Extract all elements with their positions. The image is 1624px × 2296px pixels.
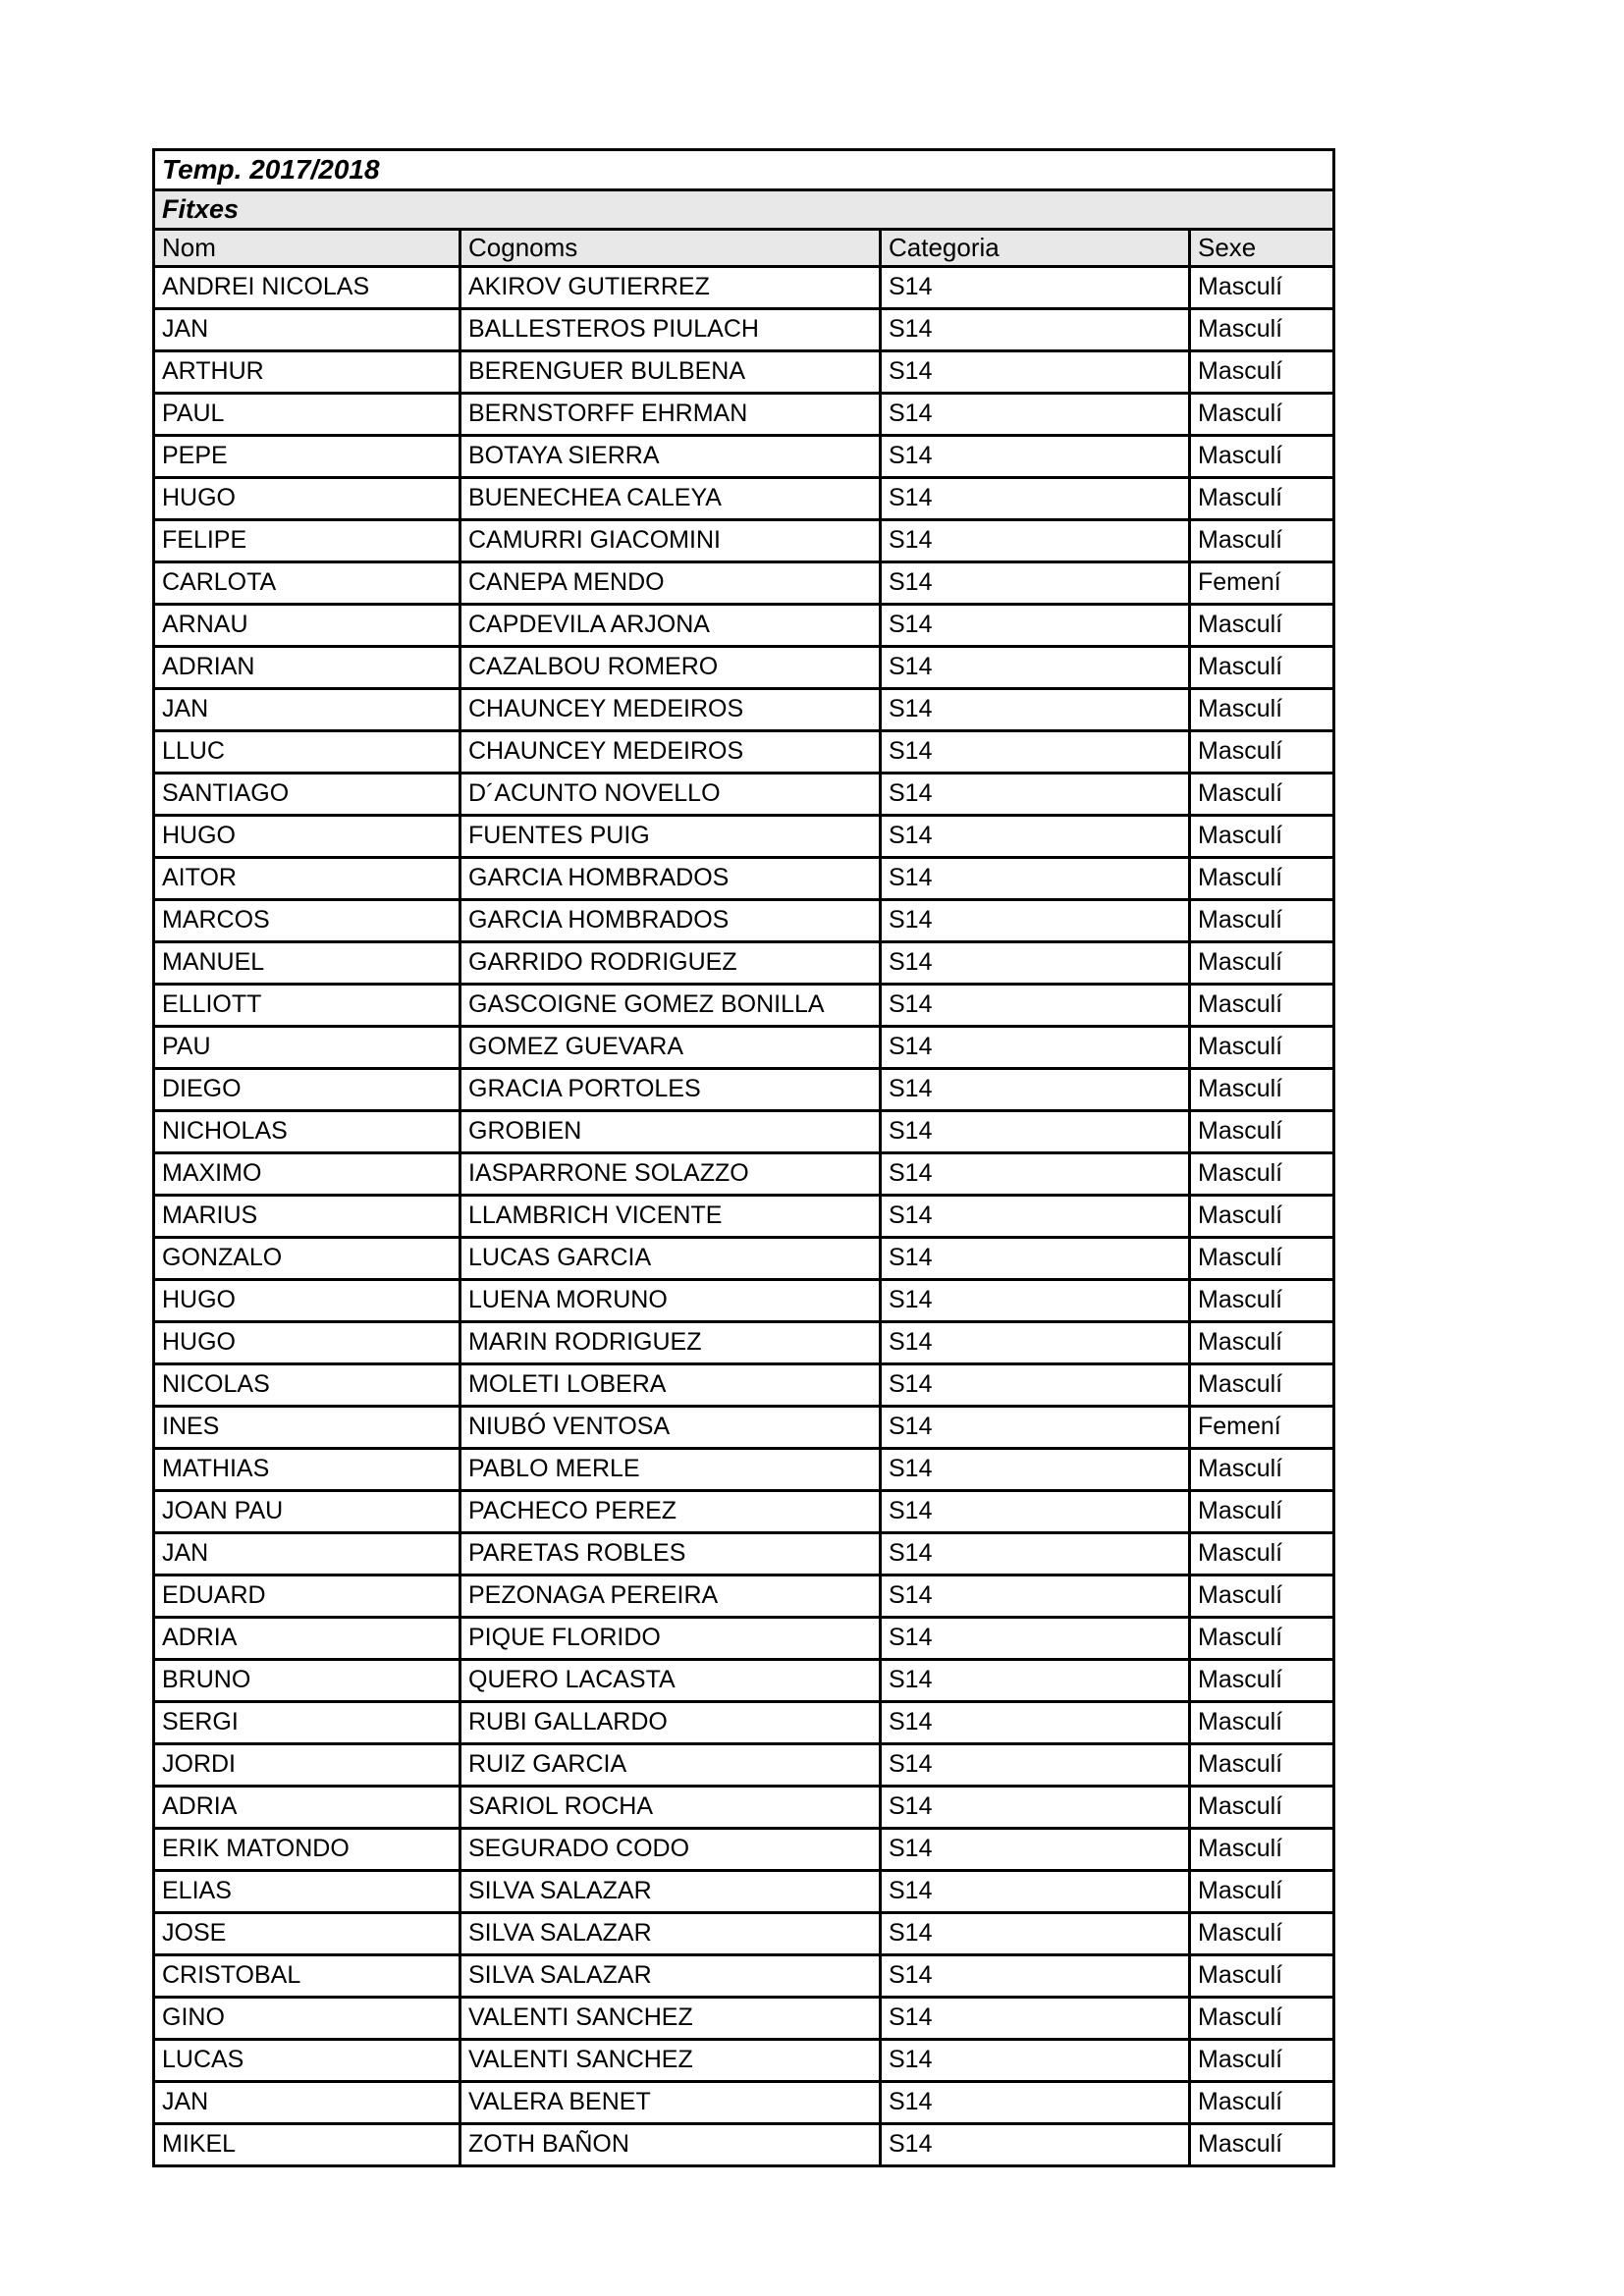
cell-sexe: Masculí [1190, 309, 1334, 351]
cell-nom: HUGO [154, 1322, 460, 1364]
table-row [154, 1871, 1334, 1913]
table-row [154, 1575, 1334, 1618]
cell-categoria: S14 [881, 436, 1190, 478]
cell-nom: ARNAU [154, 605, 460, 647]
cell-cognoms: LUENA MORUNO [460, 1280, 881, 1322]
cell-categoria: S14 [881, 1998, 1190, 2040]
cell-cognoms: FUENTES PUIG [460, 816, 881, 858]
cell-categoria: S14 [881, 816, 1190, 858]
cell-nom: HUGO [154, 478, 460, 520]
cell-categoria: S14 [881, 351, 1190, 394]
cell-sexe: Femení [1190, 562, 1334, 605]
cell-sexe: Masculí [1190, 1364, 1334, 1407]
cell-nom: GONZALO [154, 1238, 460, 1280]
cell-cognoms: D´ACUNTO NOVELLO [460, 774, 881, 816]
cell-cognoms: GASCOIGNE GOMEZ BONILLA [460, 985, 881, 1027]
cell-categoria: S14 [881, 1491, 1190, 1533]
table-row [154, 1660, 1334, 1702]
cell-cognoms: VALERA BENET [460, 2082, 881, 2124]
cell-sexe: Masculí [1190, 1829, 1334, 1871]
cell-categoria: S14 [881, 605, 1190, 647]
cell-categoria: S14 [881, 985, 1190, 1027]
cell-nom: ADRIA [154, 1618, 460, 1660]
cell-sexe: Masculí [1190, 1027, 1334, 1069]
cell-sexe: Masculí [1190, 816, 1334, 858]
cell-cognoms: PARETAS ROBLES [460, 1533, 881, 1575]
cell-categoria: S14 [881, 2124, 1190, 2166]
cell-categoria: S14 [881, 267, 1190, 309]
cell-nom: SANTIAGO [154, 774, 460, 816]
cell-nom: GINO [154, 1998, 460, 2040]
table-row [154, 309, 1334, 351]
cell-sexe: Masculí [1190, 520, 1334, 562]
cell-sexe: Masculí [1190, 985, 1334, 1027]
cell-sexe: Masculí [1190, 1575, 1334, 1618]
cell-cognoms: PEZONAGA PEREIRA [460, 1575, 881, 1618]
table-row [154, 1449, 1334, 1491]
cell-nom: JAN [154, 2082, 460, 2124]
table-row [154, 900, 1334, 942]
cell-nom: NICHOLAS [154, 1111, 460, 1153]
sheet-subtitle: Fitxes [154, 190, 1334, 230]
cell-cognoms: SILVA SALAZAR [460, 1913, 881, 1955]
cell-sexe: Masculí [1190, 774, 1334, 816]
cell-categoria: S14 [881, 1660, 1190, 1702]
table-row [154, 605, 1334, 647]
cell-sexe: Masculí [1190, 2040, 1334, 2082]
cell-cognoms: GARRIDO RODRIGUEZ [460, 942, 881, 985]
cell-nom: EDUARD [154, 1575, 460, 1618]
cell-categoria: S14 [881, 1618, 1190, 1660]
table-row [154, 1280, 1334, 1322]
table-row [154, 1196, 1334, 1238]
cell-categoria: S14 [881, 1280, 1190, 1322]
table-row [154, 1955, 1334, 1998]
fitxes-table [152, 148, 1335, 2167]
cell-cognoms: CHAUNCEY MEDEIROS [460, 689, 881, 731]
table-row [154, 436, 1334, 478]
cell-cognoms: BALLESTEROS PIULACH [460, 309, 881, 351]
cell-categoria: S14 [881, 2040, 1190, 2082]
cell-cognoms: CHAUNCEY MEDEIROS [460, 731, 881, 774]
cell-nom: AITOR [154, 858, 460, 900]
cell-categoria: S14 [881, 1744, 1190, 1787]
table-row [154, 1364, 1334, 1407]
table-row [154, 1407, 1334, 1449]
cell-sexe: Masculí [1190, 1111, 1334, 1153]
table-row [154, 1533, 1334, 1575]
cell-categoria: S14 [881, 1322, 1190, 1364]
cell-sexe: Masculí [1190, 1196, 1334, 1238]
table-head [154, 150, 1334, 267]
cell-cognoms: RUIZ GARCIA [460, 1744, 881, 1787]
cell-cognoms: CANEPA MENDO [460, 562, 881, 605]
cell-sexe: Masculí [1190, 2082, 1334, 2124]
cell-nom: ELIAS [154, 1871, 460, 1913]
cell-cognoms: BUENECHEA CALEYA [460, 478, 881, 520]
table-row [154, 1744, 1334, 1787]
cell-nom: JORDI [154, 1744, 460, 1787]
cell-nom: CRISTOBAL [154, 1955, 460, 1998]
cell-nom: JOSE [154, 1913, 460, 1955]
cell-sexe: Masculí [1190, 858, 1334, 900]
column-header-sexe: Sexe [1190, 230, 1334, 267]
cell-categoria: S14 [881, 1913, 1190, 1955]
table-row [154, 1238, 1334, 1280]
cell-nom: MAXIMO [154, 1153, 460, 1196]
cell-categoria: S14 [881, 731, 1190, 774]
cell-cognoms: SILVA SALAZAR [460, 1871, 881, 1913]
cell-categoria: S14 [881, 1575, 1190, 1618]
cell-sexe: Masculí [1190, 1702, 1334, 1744]
cell-cognoms: QUERO LACASTA [460, 1660, 881, 1702]
cell-categoria: S14 [881, 562, 1190, 605]
cell-cognoms: AKIROV GUTIERREZ [460, 267, 881, 309]
cell-nom: DIEGO [154, 1069, 460, 1111]
cell-sexe: Masculí [1190, 731, 1334, 774]
cell-nom: HUGO [154, 1280, 460, 1322]
season-title: Temp. 2017/2018 [154, 150, 1334, 190]
cell-sexe: Masculí [1190, 351, 1334, 394]
table-row [154, 394, 1334, 436]
cell-cognoms: CAMURRI GIACOMINI [460, 520, 881, 562]
cell-sexe: Masculí [1190, 647, 1334, 689]
table-row [154, 267, 1334, 309]
cell-nom: MATHIAS [154, 1449, 460, 1491]
table-row [154, 1702, 1334, 1744]
cell-sexe: Masculí [1190, 1322, 1334, 1364]
cell-nom: PEPE [154, 436, 460, 478]
cell-sexe: Masculí [1190, 1913, 1334, 1955]
cell-cognoms: NIUBÓ VENTOSA [460, 1407, 881, 1449]
table-row [154, 1618, 1334, 1660]
cell-categoria: S14 [881, 1069, 1190, 1111]
table-row [154, 520, 1334, 562]
cell-sexe: Masculí [1190, 1491, 1334, 1533]
cell-nom: ANDREI NICOLAS [154, 267, 460, 309]
cell-nom: ERIK MATONDO [154, 1829, 460, 1871]
cell-categoria: S14 [881, 1955, 1190, 1998]
cell-cognoms: SILVA SALAZAR [460, 1955, 881, 1998]
cell-sexe: Masculí [1190, 1955, 1334, 1998]
table-row [154, 731, 1334, 774]
cell-categoria: S14 [881, 942, 1190, 985]
cell-categoria: S14 [881, 478, 1190, 520]
cell-nom: ELLIOTT [154, 985, 460, 1027]
cell-cognoms: GARCIA HOMBRADOS [460, 900, 881, 942]
cell-cognoms: IASPARRONE SOLAZZO [460, 1153, 881, 1196]
cell-categoria: S14 [881, 2082, 1190, 2124]
cell-cognoms: BOTAYA SIERRA [460, 436, 881, 478]
cell-nom: NICOLAS [154, 1364, 460, 1407]
column-header-cognoms: Cognoms [460, 230, 881, 267]
cell-categoria: S14 [881, 1702, 1190, 1744]
cell-categoria: S14 [881, 309, 1190, 351]
cell-nom: MARCOS [154, 900, 460, 942]
cell-sexe: Masculí [1190, 1660, 1334, 1702]
cell-cognoms: SEGURADO CODO [460, 1829, 881, 1871]
cell-categoria: S14 [881, 1153, 1190, 1196]
cell-categoria: S14 [881, 647, 1190, 689]
table-row [154, 816, 1334, 858]
cell-nom: ARTHUR [154, 351, 460, 394]
cell-categoria: S14 [881, 520, 1190, 562]
table-row [154, 942, 1334, 985]
cell-categoria: S14 [881, 1196, 1190, 1238]
table-row [154, 2124, 1334, 2166]
table-row [154, 858, 1334, 900]
cell-sexe: Masculí [1190, 942, 1334, 985]
cell-sexe: Masculí [1190, 436, 1334, 478]
cell-categoria: S14 [881, 1449, 1190, 1491]
cell-nom: MARIUS [154, 1196, 460, 1238]
table-row [154, 1322, 1334, 1364]
cell-nom: LUCAS [154, 2040, 460, 2082]
cell-cognoms: VALENTI SANCHEZ [460, 1998, 881, 2040]
cell-nom: CARLOTA [154, 562, 460, 605]
table-body [154, 267, 1334, 2166]
table-row [154, 478, 1334, 520]
cell-cognoms: VALENTI SANCHEZ [460, 2040, 881, 2082]
cell-categoria: S14 [881, 1533, 1190, 1575]
cell-sexe: Masculí [1190, 267, 1334, 309]
cell-nom: PAUL [154, 394, 460, 436]
table-row [154, 1027, 1334, 1069]
cell-nom: FELIPE [154, 520, 460, 562]
table-row [154, 2082, 1334, 2124]
cell-sexe: Masculí [1190, 1238, 1334, 1280]
column-header-categoria: Categoria [881, 230, 1190, 267]
cell-categoria: S14 [881, 900, 1190, 942]
cell-categoria: S14 [881, 1364, 1190, 1407]
table-row [154, 1069, 1334, 1111]
table-subtitle-row [154, 190, 1334, 230]
cell-cognoms: ZOTH BAÑON [460, 2124, 881, 2166]
table-row [154, 1491, 1334, 1533]
cell-nom: HUGO [154, 816, 460, 858]
cell-cognoms: MARIN RODRIGUEZ [460, 1322, 881, 1364]
cell-nom: ADRIAN [154, 647, 460, 689]
cell-nom: JOAN PAU [154, 1491, 460, 1533]
table-row [154, 689, 1334, 731]
cell-sexe: Masculí [1190, 605, 1334, 647]
cell-nom: SERGI [154, 1702, 460, 1744]
cell-nom: BRUNO [154, 1660, 460, 1702]
cell-cognoms: RUBI GALLARDO [460, 1702, 881, 1744]
cell-nom: MANUEL [154, 942, 460, 985]
cell-cognoms: PIQUE FLORIDO [460, 1618, 881, 1660]
cell-cognoms: PABLO MERLE [460, 1449, 881, 1491]
table-row [154, 1153, 1334, 1196]
table-row [154, 1111, 1334, 1153]
table-title-row [154, 150, 1334, 190]
cell-cognoms: BERENGUER BULBENA [460, 351, 881, 394]
cell-cognoms: BERNSTORFF EHRMAN [460, 394, 881, 436]
cell-sexe: Masculí [1190, 1618, 1334, 1660]
cell-sexe: Masculí [1190, 1069, 1334, 1111]
cell-sexe: Masculí [1190, 2124, 1334, 2166]
cell-categoria: S14 [881, 1787, 1190, 1829]
cell-cognoms: LUCAS GARCIA [460, 1238, 881, 1280]
table-row [154, 1787, 1334, 1829]
cell-categoria: S14 [881, 1238, 1190, 1280]
cell-cognoms: MOLETI LOBERA [460, 1364, 881, 1407]
cell-sexe: Masculí [1190, 1280, 1334, 1322]
cell-sexe: Masculí [1190, 689, 1334, 731]
cell-sexe: Masculí [1190, 478, 1334, 520]
column-header-nom: Nom [154, 230, 460, 267]
cell-sexe: Masculí [1190, 1533, 1334, 1575]
cell-sexe: Masculí [1190, 1449, 1334, 1491]
cell-sexe: Masculí [1190, 1744, 1334, 1787]
table-row [154, 985, 1334, 1027]
cell-categoria: S14 [881, 1407, 1190, 1449]
cell-cognoms: PACHECO PEREZ [460, 1491, 881, 1533]
cell-nom: INES [154, 1407, 460, 1449]
cell-cognoms: LLAMBRICH VICENTE [460, 1196, 881, 1238]
cell-cognoms: SARIOL ROCHA [460, 1787, 881, 1829]
cell-categoria: S14 [881, 774, 1190, 816]
column-header-row [154, 230, 1334, 267]
cell-cognoms: GRACIA PORTOLES [460, 1069, 881, 1111]
cell-categoria: S14 [881, 1111, 1190, 1153]
cell-sexe: Masculí [1190, 1153, 1334, 1196]
table-row [154, 562, 1334, 605]
table-row [154, 2040, 1334, 2082]
cell-sexe: Masculí [1190, 394, 1334, 436]
cell-categoria: S14 [881, 1871, 1190, 1913]
cell-cognoms: GARCIA HOMBRADOS [460, 858, 881, 900]
cell-categoria: S14 [881, 1829, 1190, 1871]
cell-categoria: S14 [881, 689, 1190, 731]
table-row [154, 1913, 1334, 1955]
cell-nom: JAN [154, 1533, 460, 1575]
table-row [154, 774, 1334, 816]
cell-cognoms: CAZALBOU ROMERO [460, 647, 881, 689]
table-row [154, 351, 1334, 394]
cell-nom: JAN [154, 309, 460, 351]
cell-nom: MIKEL [154, 2124, 460, 2166]
cell-nom: JAN [154, 689, 460, 731]
cell-sexe: Masculí [1190, 900, 1334, 942]
table-row [154, 1998, 1334, 2040]
cell-nom: ADRIA [154, 1787, 460, 1829]
table-row [154, 647, 1334, 689]
cell-cognoms: GROBIEN [460, 1111, 881, 1153]
cell-cognoms: CAPDEVILA ARJONA [460, 605, 881, 647]
cell-sexe: Femení [1190, 1407, 1334, 1449]
cell-sexe: Masculí [1190, 1871, 1334, 1913]
cell-categoria: S14 [881, 1027, 1190, 1069]
cell-cognoms: GOMEZ GUEVARA [460, 1027, 881, 1069]
cell-nom: LLUC [154, 731, 460, 774]
cell-sexe: Masculí [1190, 1787, 1334, 1829]
cell-categoria: S14 [881, 394, 1190, 436]
cell-sexe: Masculí [1190, 1998, 1334, 2040]
cell-categoria: S14 [881, 858, 1190, 900]
table-row [154, 1829, 1334, 1871]
cell-nom: PAU [154, 1027, 460, 1069]
